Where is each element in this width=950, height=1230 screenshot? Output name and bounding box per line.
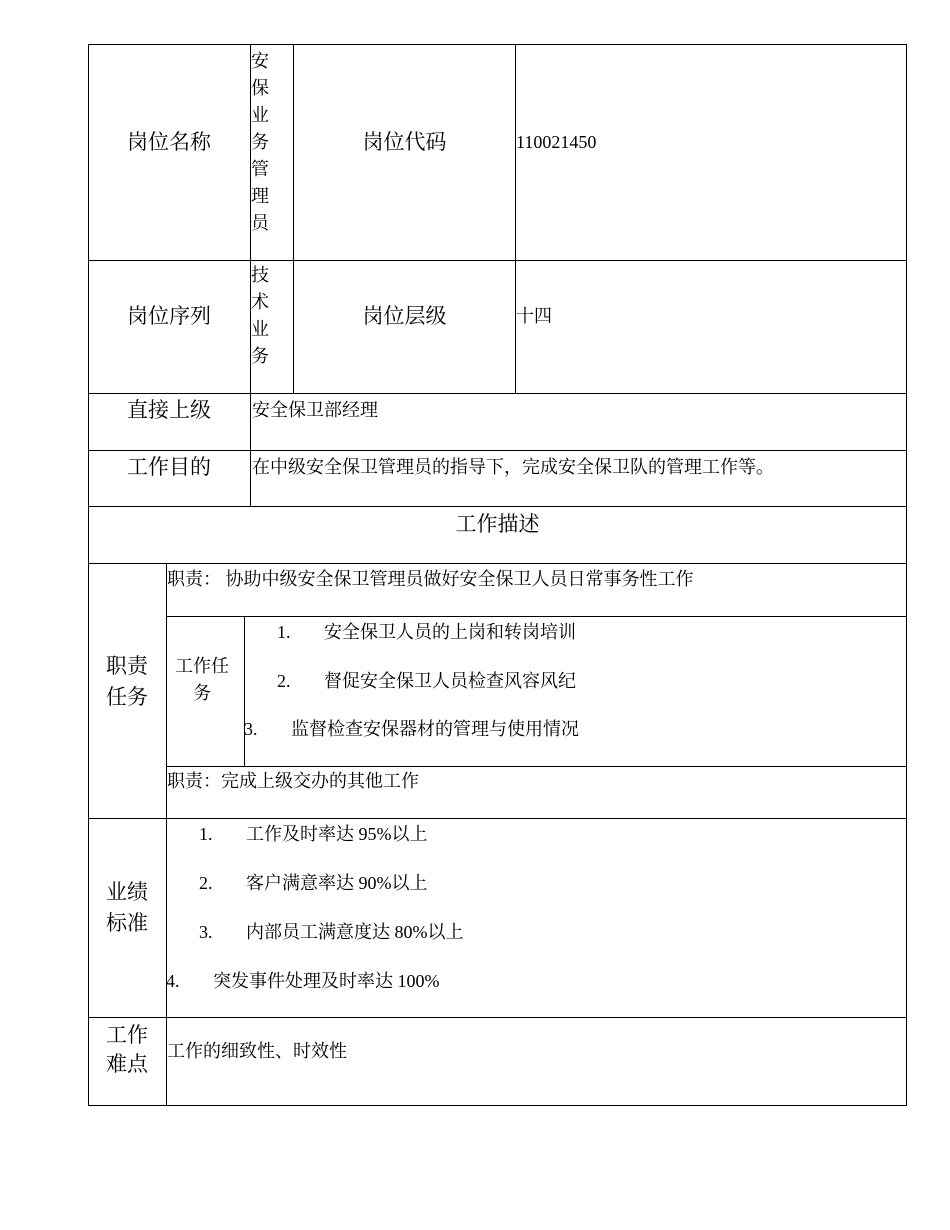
duty-2: 职责：完成上级交办的其他工作	[167, 771, 419, 791]
task-text: 安全保卫人员的上岗和转岗培训	[324, 622, 576, 642]
task-number: 3.	[244, 719, 258, 739]
performance-number: 4.	[166, 971, 180, 991]
task-text: 监督检查安保器材的管理与使用情况	[291, 719, 579, 739]
performance-number: 1.	[199, 824, 213, 844]
row-divider	[88, 260, 907, 261]
post-level-label: 岗位层级	[362, 304, 447, 328]
performance-text: 突发事件处理及时率达 100%	[213, 971, 440, 991]
row-divider	[88, 450, 907, 451]
row-divider	[88, 818, 907, 819]
superior-value: 安全保卫部经理	[252, 400, 378, 420]
post-series-label: 岗位序列	[127, 304, 211, 328]
post-code-value: 110021450	[516, 132, 597, 152]
difficulty-label: 工作难点	[106, 1023, 148, 1076]
post-name-label: 岗位名称	[127, 130, 211, 154]
task-item	[244, 716, 258, 742]
col-divider	[244, 616, 245, 766]
col-divider	[515, 44, 516, 393]
superior-label: 直接上级	[127, 398, 211, 422]
post-name-value: 安保业务管理员	[251, 51, 269, 233]
post-series-value: 技术业务	[251, 265, 269, 366]
col-divider	[293, 44, 294, 393]
purpose-label: 工作目的	[127, 455, 211, 479]
tasks-label: 工作任务	[175, 656, 229, 703]
col-divider	[166, 563, 167, 1106]
row-divider	[88, 393, 907, 394]
duties-label: 职责任务	[106, 654, 148, 709]
row-divider	[88, 1017, 907, 1018]
performance-text: 工作及时率达 95%以上	[246, 824, 428, 844]
duty-1: 职责： 协助中级安全保卫管理员做好安全保卫人员日常事务性工作	[167, 569, 694, 589]
difficulty-value: 工作的细致性、时效性	[167, 1041, 347, 1061]
description-title: 工作描述	[455, 512, 540, 536]
performance-number: 2.	[199, 873, 213, 893]
task-number: 2.	[277, 671, 291, 691]
row-divider	[166, 616, 907, 617]
post-code-label: 岗位代码	[362, 130, 447, 154]
performance-text: 客户满意率达 90%以上	[246, 873, 428, 893]
task-item	[277, 668, 291, 694]
performance-label: 业绩标准	[106, 880, 148, 935]
performance-text: 内部员工满意度达 80%以上	[246, 922, 464, 942]
performance-number: 3.	[199, 922, 213, 942]
task-text: 督促安全保卫人员检查风容风纪	[324, 671, 576, 691]
row-divider	[88, 506, 907, 507]
task-item	[277, 619, 291, 645]
purpose-value: 在中级安全保卫管理员的指导下，完成安全保卫队的管理工作等。	[252, 457, 774, 477]
row-divider	[166, 766, 907, 767]
task-number: 1.	[277, 622, 291, 642]
row-divider	[88, 563, 907, 564]
post-level-value: 十四	[516, 306, 552, 326]
